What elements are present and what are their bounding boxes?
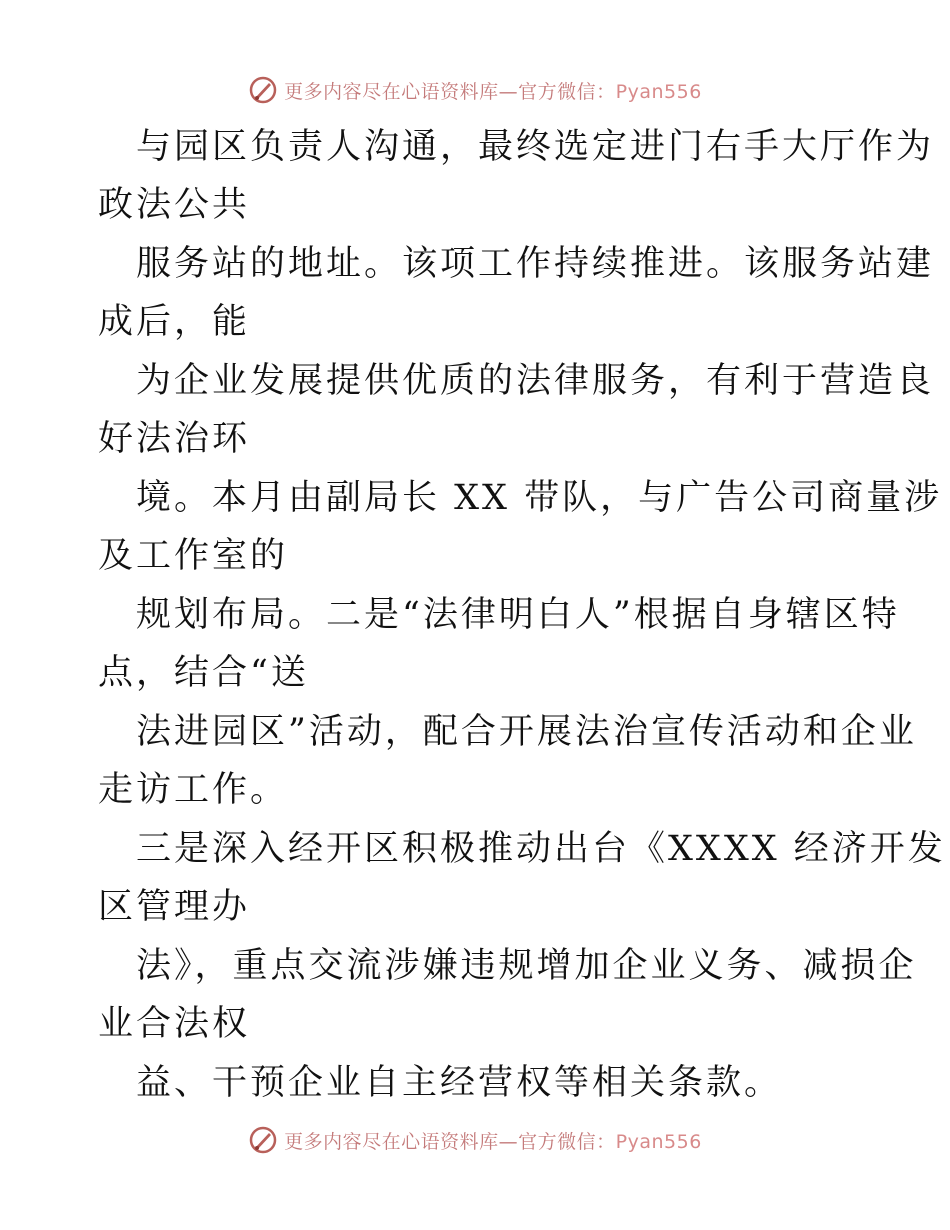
quill-logo-icon	[248, 75, 278, 105]
quill-logo-icon	[248, 1125, 278, 1155]
text-line: 为企业发展提供优质的法律服务，有利于营造良	[136, 361, 935, 401]
watermark-text: 更多内容尽在心语资料库—官方微信：Pyan556	[284, 1130, 702, 1153]
text-line: 法》，重点交流涉嫌违规增加企业义务、减损企	[136, 946, 917, 986]
watermark-wechat-id: Pyan556	[615, 1130, 702, 1153]
text-line: 业合法权	[98, 1004, 251, 1044]
text-line: 规划布局。二是“法律明白人”根据自身辖区特	[136, 595, 900, 635]
text-line: 服务站的地址。该项工作持续推进。该服务站建	[136, 244, 935, 284]
text-line: 及工作室的	[98, 536, 289, 576]
text-line: 法进园区”活动，配合开展法治宣传活动和企业	[136, 712, 917, 752]
watermark-text: 更多内容尽在心语资料库—官方微信：Pyan556	[284, 80, 702, 103]
footer-watermark	[0, 1120, 950, 1160]
text-line: 益、干预企业自主经营权等相关条款。	[136, 1063, 783, 1103]
text-line: 政法公共	[98, 185, 251, 225]
text-line: 三是深入经开区积极推动出台《XXXX 经济开发	[136, 829, 946, 869]
text-line: 区管理办	[98, 887, 251, 927]
text-line: 与园区负责人沟通，最终选定进门右手大厅作为	[136, 127, 935, 167]
text-line: 点，结合“送	[98, 653, 309, 693]
watermark-wechat-id: Pyan556	[615, 80, 702, 103]
text-line: 好法治环	[98, 419, 251, 459]
header-watermark	[0, 70, 950, 110]
text-line: 境。本月由副局长 XX 带队，与广告公司商量涉	[136, 478, 943, 518]
text-line: 走访工作。	[98, 770, 289, 810]
text-line: 成后，能	[98, 302, 251, 342]
